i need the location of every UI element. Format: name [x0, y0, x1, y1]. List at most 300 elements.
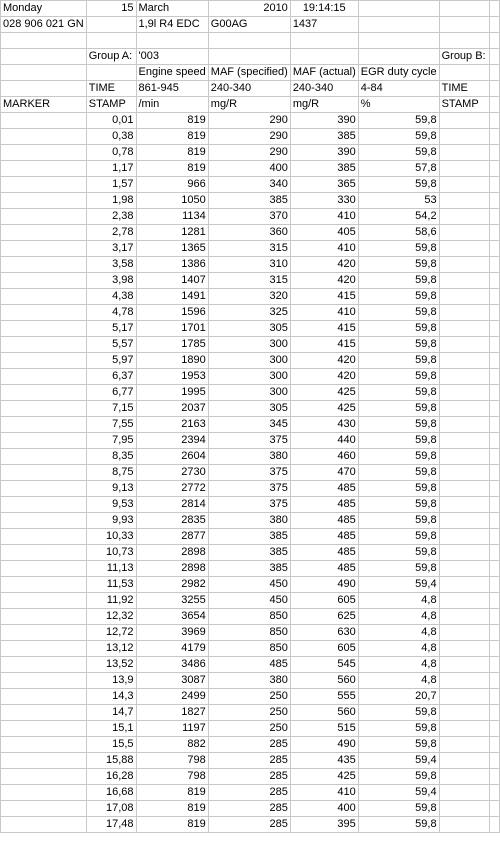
header-cell[interactable]: Group A: [86, 49, 136, 65]
header-cell[interactable] [489, 65, 499, 81]
value-cell[interactable]: 625 [290, 609, 358, 625]
value-cell[interactable]: 250 [208, 721, 290, 737]
value-cell[interactable]: 385 [208, 529, 290, 545]
empty-cell[interactable] [439, 225, 489, 241]
header-cell[interactable]: 861-945 [136, 81, 208, 97]
value-cell[interactable]: 320 [208, 289, 290, 305]
value-cell[interactable]: 59,8 [358, 769, 439, 785]
header-cell[interactable] [439, 1, 489, 17]
empty-cell[interactable] [439, 753, 489, 769]
value-cell[interactable]: 300 [208, 353, 290, 369]
marker-cell[interactable] [1, 737, 87, 753]
value-cell[interactable]: 1197 [136, 721, 208, 737]
value-cell[interactable]: 59,4 [358, 753, 439, 769]
empty-cell[interactable] [489, 353, 499, 369]
value-cell[interactable]: 14,7 [86, 705, 136, 721]
value-cell[interactable]: 285 [208, 801, 290, 817]
value-cell[interactable]: 430 [290, 417, 358, 433]
empty-cell[interactable] [489, 673, 499, 689]
header-cell[interactable]: 2010 [208, 1, 290, 17]
empty-cell[interactable] [439, 273, 489, 289]
value-cell[interactable]: 0,78 [86, 145, 136, 161]
value-cell[interactable]: 390 [290, 113, 358, 129]
value-cell[interactable]: 385 [290, 161, 358, 177]
value-cell[interactable]: 59,4 [358, 577, 439, 593]
marker-cell[interactable] [1, 305, 87, 321]
empty-cell[interactable] [489, 273, 499, 289]
header-cell[interactable]: 1,9l R4 EDC [136, 17, 208, 33]
value-cell[interactable]: 4,8 [358, 593, 439, 609]
value-cell[interactable]: 1491 [136, 289, 208, 305]
empty-cell[interactable] [489, 657, 499, 673]
marker-cell[interactable] [1, 705, 87, 721]
value-cell[interactable]: 7,15 [86, 401, 136, 417]
value-cell[interactable]: 605 [290, 641, 358, 657]
value-cell[interactable]: 2772 [136, 481, 208, 497]
marker-cell[interactable] [1, 545, 87, 561]
value-cell[interactable]: 365 [290, 177, 358, 193]
value-cell[interactable]: 410 [290, 209, 358, 225]
value-cell[interactable]: 13,9 [86, 673, 136, 689]
header-cell[interactable] [1, 49, 87, 65]
value-cell[interactable]: 12,32 [86, 609, 136, 625]
marker-cell[interactable] [1, 657, 87, 673]
value-cell[interactable]: 59,8 [358, 817, 439, 833]
value-cell[interactable]: 798 [136, 753, 208, 769]
marker-cell[interactable] [1, 193, 87, 209]
value-cell[interactable]: 555 [290, 689, 358, 705]
value-cell[interactable]: 0,01 [86, 113, 136, 129]
value-cell[interactable]: 59,8 [358, 529, 439, 545]
empty-cell[interactable] [439, 785, 489, 801]
value-cell[interactable]: 59,4 [358, 785, 439, 801]
marker-cell[interactable] [1, 337, 87, 353]
header-cell[interactable]: MAF (specified) [208, 65, 290, 81]
header-cell[interactable]: MAF (actual) [290, 65, 358, 81]
header-cell[interactable]: /min [136, 97, 208, 113]
header-cell[interactable]: 028 906 021 GN [1, 17, 87, 33]
marker-cell[interactable] [1, 641, 87, 657]
empty-cell[interactable] [489, 193, 499, 209]
value-cell[interactable]: 966 [136, 177, 208, 193]
value-cell[interactable]: 420 [290, 369, 358, 385]
value-cell[interactable]: 819 [136, 785, 208, 801]
empty-cell[interactable] [439, 449, 489, 465]
empty-cell[interactable] [439, 241, 489, 257]
value-cell[interactable]: 1,98 [86, 193, 136, 209]
value-cell[interactable]: 290 [208, 113, 290, 129]
value-cell[interactable]: 9,13 [86, 481, 136, 497]
empty-cell[interactable] [489, 529, 499, 545]
marker-cell[interactable] [1, 561, 87, 577]
empty-cell[interactable] [439, 497, 489, 513]
header-cell[interactable] [489, 81, 499, 97]
header-cell[interactable]: 19:14:15 [290, 1, 358, 17]
value-cell[interactable]: 3486 [136, 657, 208, 673]
value-cell[interactable]: 10,73 [86, 545, 136, 561]
value-cell[interactable]: 59,8 [358, 401, 439, 417]
value-cell[interactable]: 59,8 [358, 257, 439, 273]
header-cell[interactable] [439, 33, 489, 49]
value-cell[interactable]: 250 [208, 689, 290, 705]
value-cell[interactable]: 59,8 [358, 721, 439, 737]
value-cell[interactable]: 798 [136, 769, 208, 785]
value-cell[interactable]: 8,35 [86, 449, 136, 465]
value-cell[interactable]: 8,75 [86, 465, 136, 481]
empty-cell[interactable] [439, 465, 489, 481]
empty-cell[interactable] [489, 609, 499, 625]
empty-cell[interactable] [439, 401, 489, 417]
empty-cell[interactable] [489, 401, 499, 417]
value-cell[interactable]: 850 [208, 609, 290, 625]
marker-cell[interactable] [1, 177, 87, 193]
value-cell[interactable]: 1890 [136, 353, 208, 369]
value-cell[interactable]: 15,1 [86, 721, 136, 737]
value-cell[interactable]: 12,72 [86, 625, 136, 641]
marker-cell[interactable] [1, 417, 87, 433]
empty-cell[interactable] [489, 561, 499, 577]
marker-cell[interactable] [1, 209, 87, 225]
value-cell[interactable]: 15,5 [86, 737, 136, 753]
value-cell[interactable]: 850 [208, 641, 290, 657]
empty-cell[interactable] [439, 593, 489, 609]
value-cell[interactable]: 7,55 [86, 417, 136, 433]
value-cell[interactable]: 2730 [136, 465, 208, 481]
value-cell[interactable]: 4,78 [86, 305, 136, 321]
value-cell[interactable]: 375 [208, 497, 290, 513]
value-cell[interactable]: 819 [136, 161, 208, 177]
empty-cell[interactable] [489, 737, 499, 753]
empty-cell[interactable] [489, 753, 499, 769]
marker-cell[interactable] [1, 129, 87, 145]
value-cell[interactable]: 420 [290, 273, 358, 289]
value-cell[interactable]: 360 [208, 225, 290, 241]
value-cell[interactable]: 485 [290, 497, 358, 513]
value-cell[interactable]: 385 [208, 561, 290, 577]
value-cell[interactable]: 59,8 [358, 129, 439, 145]
value-cell[interactable]: 390 [290, 145, 358, 161]
value-cell[interactable]: 3255 [136, 593, 208, 609]
empty-cell[interactable] [489, 721, 499, 737]
value-cell[interactable]: 1827 [136, 705, 208, 721]
header-cell[interactable] [86, 33, 136, 49]
empty-cell[interactable] [489, 161, 499, 177]
value-cell[interactable]: 305 [208, 401, 290, 417]
empty-cell[interactable] [439, 129, 489, 145]
value-cell[interactable]: 285 [208, 785, 290, 801]
value-cell[interactable]: 300 [208, 369, 290, 385]
value-cell[interactable]: 3,98 [86, 273, 136, 289]
marker-cell[interactable] [1, 801, 87, 817]
marker-cell[interactable] [1, 609, 87, 625]
value-cell[interactable]: 17,48 [86, 817, 136, 833]
marker-cell[interactable] [1, 753, 87, 769]
value-cell[interactable]: 13,52 [86, 657, 136, 673]
header-cell[interactable] [358, 17, 439, 33]
value-cell[interactable]: 2835 [136, 513, 208, 529]
empty-cell[interactable] [439, 673, 489, 689]
empty-cell[interactable] [439, 657, 489, 673]
value-cell[interactable]: 375 [208, 433, 290, 449]
header-cell[interactable] [489, 49, 499, 65]
value-cell[interactable]: 3,58 [86, 257, 136, 273]
value-cell[interactable]: 1701 [136, 321, 208, 337]
header-cell[interactable]: Group B: [439, 49, 489, 65]
empty-cell[interactable] [439, 481, 489, 497]
value-cell[interactable]: 290 [208, 145, 290, 161]
value-cell[interactable]: 410 [290, 785, 358, 801]
empty-cell[interactable] [439, 513, 489, 529]
value-cell[interactable]: 410 [290, 241, 358, 257]
value-cell[interactable]: 545 [290, 657, 358, 673]
value-cell[interactable]: 2898 [136, 545, 208, 561]
header-cell[interactable] [208, 49, 290, 65]
marker-cell[interactable] [1, 225, 87, 241]
empty-cell[interactable] [439, 817, 489, 833]
value-cell[interactable]: 59,8 [358, 449, 439, 465]
value-cell[interactable]: 440 [290, 433, 358, 449]
value-cell[interactable]: 425 [290, 769, 358, 785]
header-cell[interactable] [290, 33, 358, 49]
header-cell[interactable] [439, 17, 489, 33]
value-cell[interactable]: 5,17 [86, 321, 136, 337]
marker-cell[interactable] [1, 273, 87, 289]
value-cell[interactable]: 6,37 [86, 369, 136, 385]
header-cell[interactable] [1, 81, 87, 97]
value-cell[interactable]: 515 [290, 721, 358, 737]
value-cell[interactable]: 400 [290, 801, 358, 817]
header-cell[interactable] [1, 65, 87, 81]
value-cell[interactable]: 385 [208, 193, 290, 209]
value-cell[interactable]: 882 [136, 737, 208, 753]
value-cell[interactable]: 375 [208, 481, 290, 497]
marker-cell[interactable] [1, 145, 87, 161]
value-cell[interactable]: 4,8 [358, 625, 439, 641]
value-cell[interactable]: 59,8 [358, 353, 439, 369]
value-cell[interactable]: 850 [208, 625, 290, 641]
value-cell[interactable]: 2163 [136, 417, 208, 433]
header-cell[interactable] [290, 49, 358, 65]
empty-cell[interactable] [439, 337, 489, 353]
value-cell[interactable]: 2,78 [86, 225, 136, 241]
value-cell[interactable]: 2499 [136, 689, 208, 705]
marker-cell[interactable] [1, 433, 87, 449]
marker-cell[interactable] [1, 465, 87, 481]
value-cell[interactable]: 59,8 [358, 497, 439, 513]
value-cell[interactable]: 6,77 [86, 385, 136, 401]
value-cell[interactable]: 485 [290, 545, 358, 561]
value-cell[interactable]: 59,8 [358, 561, 439, 577]
empty-cell[interactable] [489, 593, 499, 609]
empty-cell[interactable] [439, 417, 489, 433]
value-cell[interactable]: 59,8 [358, 481, 439, 497]
value-cell[interactable]: 59,8 [358, 305, 439, 321]
marker-cell[interactable] [1, 449, 87, 465]
value-cell[interactable]: 1407 [136, 273, 208, 289]
value-cell[interactable]: 470 [290, 465, 358, 481]
marker-cell[interactable] [1, 673, 87, 689]
value-cell[interactable]: 285 [208, 817, 290, 833]
marker-cell[interactable] [1, 769, 87, 785]
value-cell[interactable]: 415 [290, 321, 358, 337]
value-cell[interactable]: 15,88 [86, 753, 136, 769]
value-cell[interactable]: 17,08 [86, 801, 136, 817]
value-cell[interactable]: 2982 [136, 577, 208, 593]
value-cell[interactable]: 16,28 [86, 769, 136, 785]
value-cell[interactable]: 330 [290, 193, 358, 209]
value-cell[interactable]: 3087 [136, 673, 208, 689]
value-cell[interactable]: 380 [208, 449, 290, 465]
value-cell[interactable]: 20,7 [358, 689, 439, 705]
value-cell[interactable]: 54,2 [358, 209, 439, 225]
value-cell[interactable]: 59,8 [358, 737, 439, 753]
value-cell[interactable]: 1365 [136, 241, 208, 257]
value-cell[interactable]: 1050 [136, 193, 208, 209]
value-cell[interactable]: 380 [208, 673, 290, 689]
header-cell[interactable]: MARKER [1, 97, 87, 113]
value-cell[interactable]: 11,53 [86, 577, 136, 593]
value-cell[interactable]: 485 [290, 513, 358, 529]
empty-cell[interactable] [489, 145, 499, 161]
value-cell[interactable]: 315 [208, 273, 290, 289]
value-cell[interactable]: 14,3 [86, 689, 136, 705]
value-cell[interactable]: 59,8 [358, 385, 439, 401]
value-cell[interactable]: 4,8 [358, 657, 439, 673]
value-cell[interactable]: 605 [290, 593, 358, 609]
value-cell[interactable]: 560 [290, 673, 358, 689]
value-cell[interactable]: 4,8 [358, 641, 439, 657]
value-cell[interactable]: 59,8 [358, 433, 439, 449]
header-cell[interactable]: March [136, 1, 208, 17]
value-cell[interactable]: 490 [290, 737, 358, 753]
value-cell[interactable]: 59,8 [358, 241, 439, 257]
value-cell[interactable]: 59,8 [358, 705, 439, 721]
value-cell[interactable]: 59,8 [358, 113, 439, 129]
value-cell[interactable]: 2394 [136, 433, 208, 449]
header-cell[interactable]: mg/R [208, 97, 290, 113]
header-cell[interactable]: TIME [86, 81, 136, 97]
empty-cell[interactable] [439, 385, 489, 401]
value-cell[interactable]: 300 [208, 385, 290, 401]
header-cell[interactable]: 240-340 [208, 81, 290, 97]
header-cell[interactable] [208, 33, 290, 49]
value-cell[interactable]: 370 [208, 209, 290, 225]
header-cell[interactable] [136, 33, 208, 49]
value-cell[interactable]: 4,38 [86, 289, 136, 305]
empty-cell[interactable] [489, 481, 499, 497]
value-cell[interactable]: 450 [208, 577, 290, 593]
value-cell[interactable]: 1,17 [86, 161, 136, 177]
marker-cell[interactable] [1, 241, 87, 257]
empty-cell[interactable] [489, 257, 499, 273]
empty-cell[interactable] [489, 289, 499, 305]
empty-cell[interactable] [489, 449, 499, 465]
marker-cell[interactable] [1, 113, 87, 129]
value-cell[interactable]: 435 [290, 753, 358, 769]
empty-cell[interactable] [489, 321, 499, 337]
value-cell[interactable]: 819 [136, 129, 208, 145]
value-cell[interactable]: 315 [208, 241, 290, 257]
value-cell[interactable]: 2604 [136, 449, 208, 465]
header-cell[interactable]: G00AG [208, 17, 290, 33]
value-cell[interactable]: 3,17 [86, 241, 136, 257]
empty-cell[interactable] [489, 705, 499, 721]
value-cell[interactable]: 285 [208, 769, 290, 785]
value-cell[interactable]: 4179 [136, 641, 208, 657]
value-cell[interactable]: 485 [290, 561, 358, 577]
header-cell[interactable] [489, 17, 499, 33]
value-cell[interactable]: 485 [290, 481, 358, 497]
value-cell[interactable]: 7,95 [86, 433, 136, 449]
value-cell[interactable]: 250 [208, 705, 290, 721]
empty-cell[interactable] [439, 369, 489, 385]
value-cell[interactable]: 5,57 [86, 337, 136, 353]
value-cell[interactable]: 16,68 [86, 785, 136, 801]
value-cell[interactable]: 300 [208, 337, 290, 353]
empty-cell[interactable] [439, 641, 489, 657]
value-cell[interactable]: 819 [136, 113, 208, 129]
value-cell[interactable]: 57,8 [358, 161, 439, 177]
header-cell[interactable]: Monday [1, 1, 87, 17]
empty-cell[interactable] [489, 513, 499, 529]
value-cell[interactable]: 290 [208, 129, 290, 145]
empty-cell[interactable] [489, 385, 499, 401]
value-cell[interactable]: 460 [290, 449, 358, 465]
value-cell[interactable]: 53 [358, 193, 439, 209]
value-cell[interactable]: 58,6 [358, 225, 439, 241]
empty-cell[interactable] [439, 353, 489, 369]
empty-cell[interactable] [489, 465, 499, 481]
header-cell[interactable]: '003 [136, 49, 208, 65]
value-cell[interactable]: 59,8 [358, 289, 439, 305]
header-cell[interactable]: % [358, 97, 439, 113]
value-cell[interactable]: 425 [290, 385, 358, 401]
header-cell[interactable]: STAMP [439, 97, 489, 113]
marker-cell[interactable] [1, 625, 87, 641]
value-cell[interactable]: 59,8 [358, 513, 439, 529]
value-cell[interactable]: 59,8 [358, 321, 439, 337]
value-cell[interactable]: 819 [136, 801, 208, 817]
header-cell[interactable]: TIME [439, 81, 489, 97]
empty-cell[interactable] [439, 705, 489, 721]
empty-cell[interactable] [439, 433, 489, 449]
header-cell[interactable] [86, 65, 136, 81]
empty-cell[interactable] [439, 721, 489, 737]
header-cell[interactable]: EGR duty cycle [358, 65, 439, 81]
marker-cell[interactable] [1, 785, 87, 801]
value-cell[interactable]: 3969 [136, 625, 208, 641]
value-cell[interactable]: 630 [290, 625, 358, 641]
marker-cell[interactable] [1, 321, 87, 337]
value-cell[interactable]: 395 [290, 817, 358, 833]
value-cell[interactable]: 5,97 [86, 353, 136, 369]
value-cell[interactable]: 2,38 [86, 209, 136, 225]
value-cell[interactable]: 420 [290, 257, 358, 273]
value-cell[interactable]: 819 [136, 145, 208, 161]
marker-cell[interactable] [1, 385, 87, 401]
value-cell[interactable]: 385 [208, 545, 290, 561]
value-cell[interactable]: 59,8 [358, 273, 439, 289]
value-cell[interactable]: 340 [208, 177, 290, 193]
value-cell[interactable]: 2037 [136, 401, 208, 417]
marker-cell[interactable] [1, 577, 87, 593]
empty-cell[interactable] [489, 817, 499, 833]
marker-cell[interactable] [1, 401, 87, 417]
empty-cell[interactable] [439, 529, 489, 545]
header-cell[interactable] [358, 1, 439, 17]
value-cell[interactable]: 410 [290, 305, 358, 321]
value-cell[interactable]: 59,8 [358, 465, 439, 481]
